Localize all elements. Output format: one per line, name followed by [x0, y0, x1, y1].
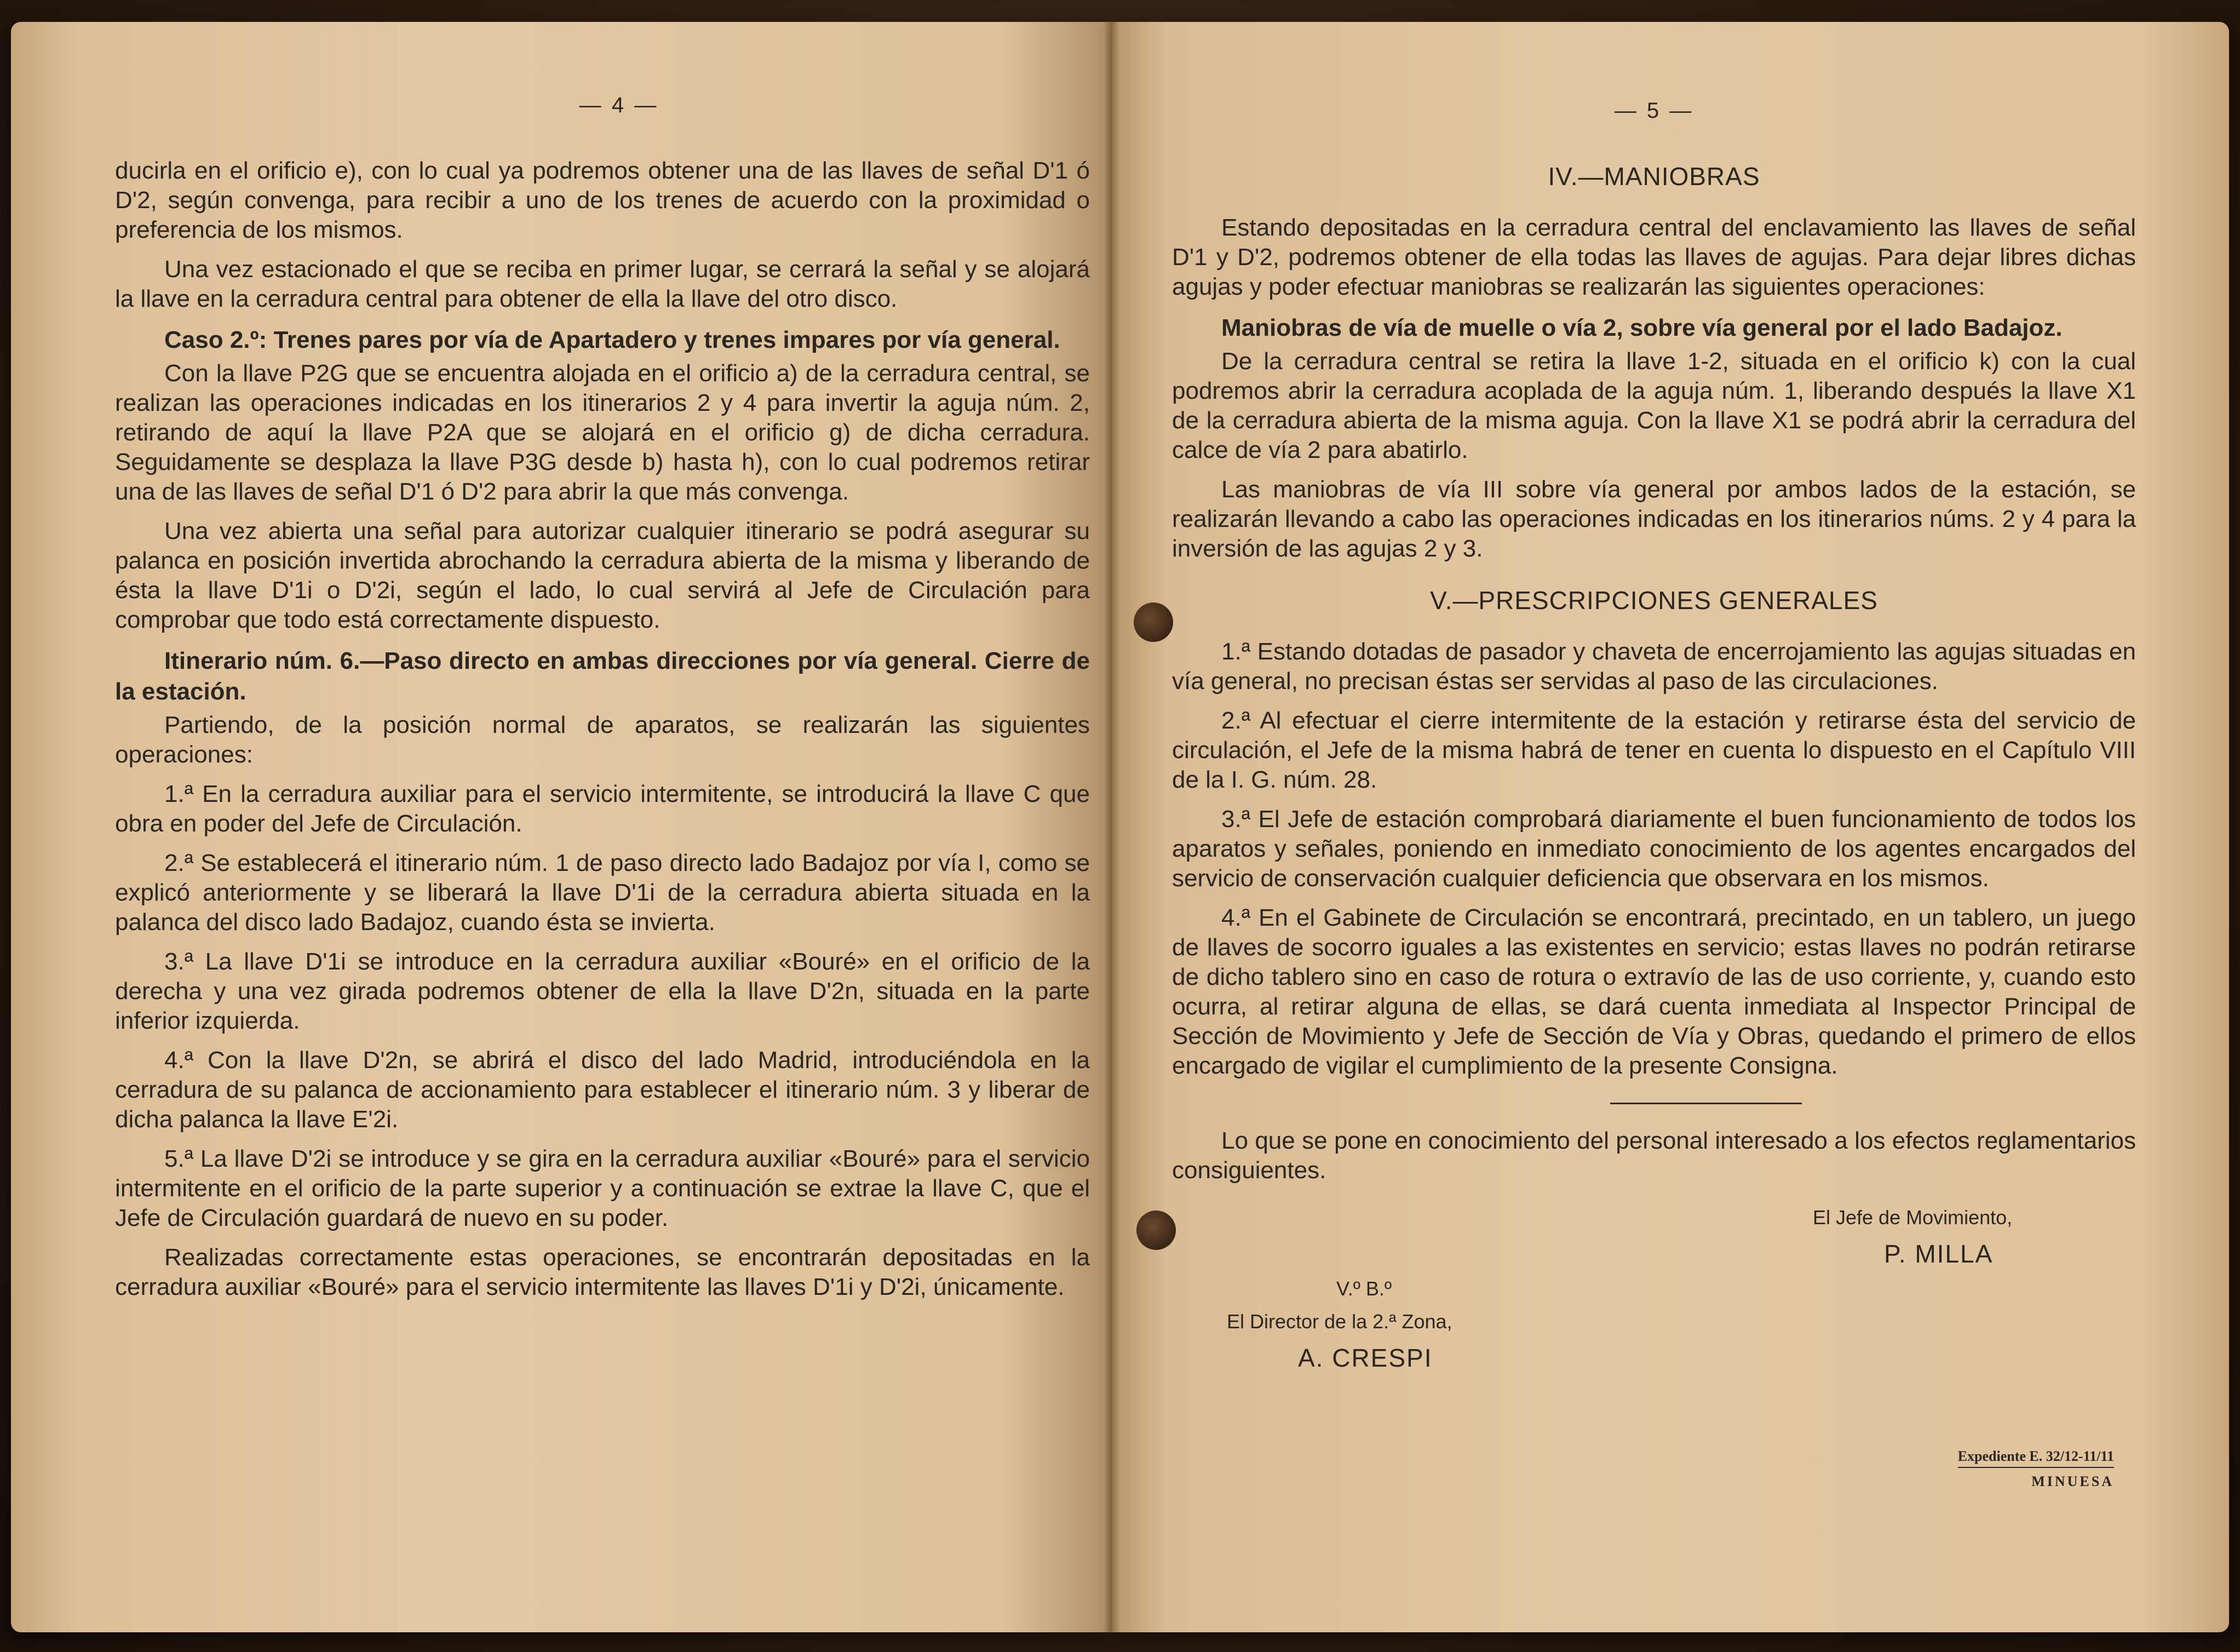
right-page: [1112, 22, 2229, 1632]
printer-name: MINUESA: [2031, 1473, 2114, 1489]
paragraph: Una vez abierta una señal para autorizar cualquier itinerario se podrá asegurar su palanca en posición invertida abrochando la cerradura abierta de la misma y liberando de ésta la llave D'1i o D'2i, según el lado, lo cual servirá al Jefe de Circulación para comprobar que todo está correctamente dispuesto.: [115, 518, 1090, 633]
section-title-maniobras: IV.—MANIOBRAS: [1548, 162, 1760, 191]
paragraph: 2.ª Se establecerá el itinerario núm. 1 de paso directo lado Badajoz por vía I, como se explicó anteriormente y se liberará la llave D'1i de la cerradura abierta situada en la palanca del disco lado Badajoz, cuando ésta se invierta.: [115, 850, 1090, 936]
paragraph: 5.ª La llave D'2i se introduce y se gira en la cerradura auxiliar «Bouré» para el servicio intermitente en el orificio de la parte superior y a continuación se extrae la llave C, que el Jefe de Circulación guardará de nuevo en su poder.: [115, 1145, 1090, 1231]
itinerary-heading: Itinerario núm. 6.—Paso directo en ambas direcciones por vía general. Cierre de la estación.: [115, 647, 1090, 705]
paragraph: 3.ª El Jefe de estación comprobará diariamente el buen funcionamiento de todos los aparatos y señales, poniendo en inmediato conocimiento de los agentes encargados del servicio de conservación cualquier deficiencia que observara en los mismos.: [1172, 806, 2136, 892]
paragraph: 1.ª Estando dotadas de pasador y chaveta de encerrojamiento las agujas situadas en vía general, no precisan éstas ser servidas al paso de las circulaciones.: [1172, 638, 2136, 695]
file-reference: Expediente E. 32/12-11/11: [1958, 1448, 2114, 1468]
left-page: [11, 22, 1112, 1632]
signature-block: [1172, 1195, 2136, 1370]
paragraph: Las maniobras de vía III sobre vía general por ambos lados de la estación, se realizarán llevando a cabo las operaciones indicadas en los itinerarios núms. 2 y 4 para la inversión de las agujas 2 y 3.: [1172, 476, 2136, 562]
divider-rule: [1610, 1103, 1802, 1104]
signer-title: El Jefe de Movimiento,: [1813, 1206, 2013, 1229]
director-title: El Director de la 2.ª Zona,: [1227, 1310, 1452, 1333]
paragraph: 3.ª La llave D'1i se introduce en la cerradura auxiliar «Bouré» en el orificio de la derecha y una vez girada podremos obtener de ella la llave D'2n, situada en la parte inferior izquierda.: [115, 948, 1090, 1034]
maneuver-heading: Maniobras de vía de muelle o vía 2, sobre vía general por el lado Badajoz.: [1221, 314, 2063, 341]
director-name: A. CRESPI: [1298, 1344, 1433, 1372]
staple-hole: [1134, 603, 1173, 642]
paragraph: 1.ª En la cerradura auxiliar para el servicio intermitente, se introducirá la llave C que obra en poder del Jefe de Circulación.: [115, 781, 1090, 837]
paragraph: 2.ª Al efectuar el cierre intermitente de la estación y retirarse ésta del servicio de circulación, el Jefe de la misma habrá de tener en cuenta lo dispuesto en el Capítulo VIII de la I. G. núm. 28.: [1172, 707, 2136, 793]
case-heading: Caso 2.º: Trenes pares por vía de Apartadero y trenes impares por vía general.: [164, 326, 1060, 353]
page-number: — 5 —: [1614, 99, 1694, 123]
paragraph: Con la llave P2G que se encuentra alojada en el orificio a) de la cerradura central, se realizan las operaciones indicadas en los itinerarios 2 y 4 para invertir la aguja núm. 2, retirando de aquí la llave P2A que se alojará en el orificio g) de dicha cerradura. Seguidamente se desplaza la llave P3G desde b) hasta h), con lo cual podremos retirar una de las llaves de señal D'1 ó D'2 para abrir la que más convenga.: [115, 360, 1090, 505]
open-booklet: [11, 22, 2229, 1632]
paragraph: De la cerradura central se retira la llave 1-2, situada en el orificio k) con la cual podremos abrir la cerradura acoplada de la aguja núm. 1, liberando después la llave X1 de la cerradura abierta de la misma aguja. Con la llave X1 se podrá abrir la cerradura del calce de vía 2 para abatirlo.: [1172, 348, 2136, 463]
paragraph: Estando depositadas en la cerradura central del enclavamiento las llaves de señal D'1 y D'2, podremos obtener de ella todas las llaves de agujas. Para dejar libres dichas agujas y poder efectuar maniobras se realizarán las siguientes operaciones:: [1172, 214, 2136, 300]
signer-name: P. MILLA: [1884, 1240, 1994, 1268]
paragraph: Lo que se pone en conocimiento del personal interesado a los efectos reglamentarios consiguientes.: [1172, 1127, 2136, 1184]
paragraph: ducirla en el orificio e), con lo cual ya podremos obtener una de las llaves de señal D'1 ó D'2, según convenga, para recibir a uno de los trenes de acuerdo con la proximidad o preferencia de los mismos.: [115, 157, 1090, 243]
visto-bueno-label: V.º B.º: [1336, 1277, 1392, 1300]
paragraph: 4.ª Con la llave D'2n, se abrirá el disco del lado Madrid, introduciéndola en la cerradura de su palanca de accionamiento para establecer el itinerario núm. 3 y liberar de dicha palanca la llave E'2i.: [115, 1047, 1090, 1133]
paragraph: Una vez estacionado el que se reciba en primer lugar, se cerrará la señal y se alojará la llave en la cerradura central para obtener de ella la llave del otro disco.: [115, 256, 1090, 312]
paragraph: 4.ª En el Gabinete de Circulación se encontrará, precintado, en un tablero, un juego de llaves de socorro iguales a las existentes en servicio; estas llaves no podrán retirarse de dicho tablero sino en caso de rotura o extravío de las de uso corriente, y, cuando esto ocurra, al retirar alguna de ellas, se dará cuenta inmediata al Inspector Principal de Sección de Movimiento y Jefe de Sección de Vía y Obras, quedando el primero de ellos encargado de vigilar el cumplimiento de la presente Consigna.: [1172, 904, 2136, 1079]
paragraph: Realizadas correctamente estas operaciones, se encontrarán depositadas en la cerradura auxiliar «Bouré» para el servicio intermitente las llaves D'1i y D'2i, únicamente.: [115, 1244, 1090, 1300]
footer-reference: [1958, 1448, 2114, 1490]
book-gutter: [1104, 22, 1120, 1632]
paragraph: Partiendo, de la posición normal de aparatos, se realizarán las siguientes operaciones:: [115, 712, 1090, 768]
staple-hole: [1136, 1211, 1176, 1250]
page-number: — 4 —: [579, 93, 659, 117]
section-title-prescripciones: V.—PRESCRIPCIONES GENERALES: [1430, 586, 1878, 615]
